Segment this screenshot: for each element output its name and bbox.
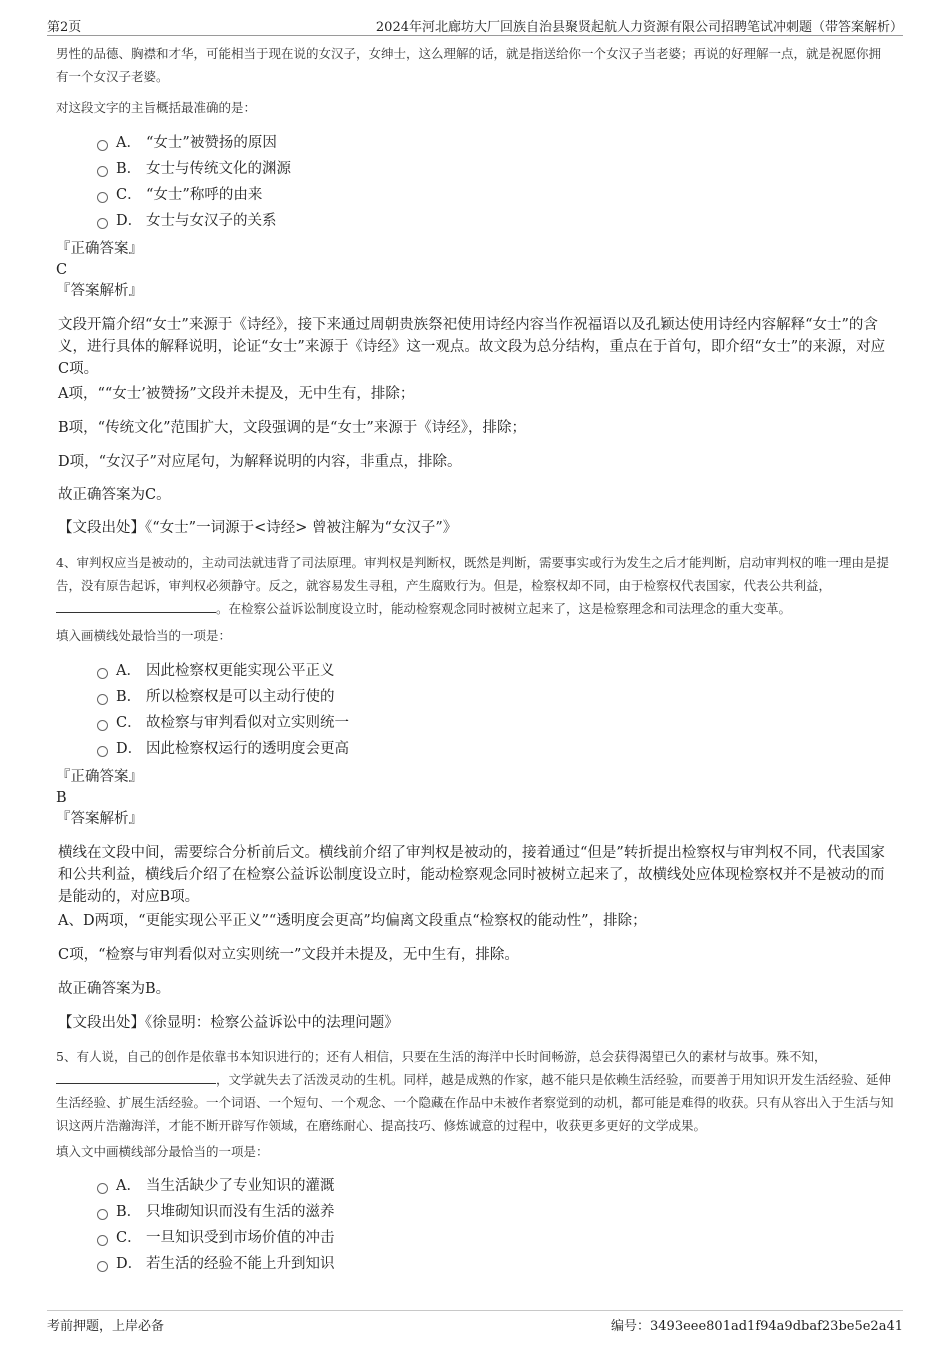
q5-question: 填入文中画横线部分最恰当的一项是：	[56, 1144, 269, 1159]
radio-icon[interactable]	[97, 1261, 108, 1272]
q5-option-d[interactable]: D． 若生活的经验不能上升到知识	[97, 1254, 335, 1274]
footer-slogan: 考前押题，上岸必备	[47, 1319, 165, 1334]
q3-passage-end: 男性的品德、胸襟和才华，可能相当于现在说的女汉子，女绅士，这么理解的话，就是指送给你一个女汉子当老婆；再说的好理解一点，就是祝愿你拥有一个女汉子老婆。	[56, 46, 882, 84]
q3-option-b[interactable]: B． 女士与传统文化的渊源	[97, 159, 291, 179]
q3-option-a[interactable]: A． “女士”被赞扬的原因	[97, 133, 277, 153]
q4-answer-label: 『正确答案』	[56, 769, 143, 785]
page-header	[47, 14, 903, 36]
q4-analysis-c: C项，“检察与审判看似对立实则统一”文段并未提及，无中生有，排除。	[58, 947, 519, 963]
radio-icon[interactable]	[97, 720, 108, 731]
q3-analysis-b: B项，“传统文化”范围扩大，文段强调的是“女士”来源于《诗经》，排除；	[58, 420, 527, 436]
q5-passage: 5、有人说，自己的创作是依靠书本知识进行的；还有人相信，只要在生活的海洋中长时间畅游，总会获得渴望已久的素材与故事。殊不知，，文学就失去了活泼灵动的生机。同样，越是成熟的作家，越不能只是依赖生活经验，而要善于用知识开发生活经验、延伸生活经验、扩展生活经验。一个词语、一个短句、一个观念、一个隐藏在作品中未被作者察觉到的动机，都可能是难得的收获。只有从容出入于生活与知识这两片浩瀚海洋，才能不断开辟写作领域，在磨练耐心、提高技巧、修炼诚意的过程中，收获更多更好的文学成果。	[56, 1049, 894, 1133]
fill-blank	[56, 1070, 216, 1084]
q4-analysis-main: 横线在文段中间，需要综合分析前后文。横线前介绍了审判权是被动的，接着通过“但是”转折提出检察权与审判权不同，代表国家和公共利益，横线后介绍了在检察公益诉讼制度设立时，能动检察观念同时被树立起来了，故横线处应体现检察权并不是被动的而是能动的，对应B项。	[58, 845, 885, 905]
q3-analysis-a: A项，““女士’被赞扬”文段并未提及，无中生有，排除；	[58, 386, 415, 402]
page-number: 第2页	[47, 20, 82, 35]
q3-analysis-main: 文段开篇介绍“女士”来源于《诗经》，接下来通过周朝贵族祭祀使用诗经内容当作祝福语以及孔颖达使用诗经内容解释“女士”的含义，进行具体的解释说明，论证“女士”来源于《诗经》这一观点。故文段为总分结构，重点在于首句，即介绍“女士”的来源，对应C项。	[58, 317, 886, 377]
q3-analysis-d: D项，“女汉子”对应尾句，为解释说明的内容，非重点，排除。	[58, 454, 462, 470]
radio-icon[interactable]	[97, 140, 108, 151]
radio-icon[interactable]	[97, 694, 108, 705]
q5-option-c[interactable]: C． 一旦知识受到市场价值的冲击	[97, 1228, 335, 1248]
q3-question: 对这段文字的主旨概括最准确的是：	[56, 100, 257, 115]
q4-answer: B	[56, 790, 67, 806]
q4-option-d[interactable]: D． 因此检察权运行的透明度会更高	[97, 739, 349, 759]
q4-option-a[interactable]: A． 因此检察权更能实现公平正义	[97, 661, 335, 681]
document-id: 编号：3493eee801ad1f94a9dbaf23be5e2a41	[611, 1319, 903, 1334]
radio-icon[interactable]	[97, 192, 108, 203]
q3-answer-label: 『正确答案』	[56, 241, 143, 257]
radio-icon[interactable]	[97, 166, 108, 177]
fill-blank	[56, 599, 216, 613]
q4-option-c[interactable]: C． 故检察与审判看似对立实则统一	[97, 713, 349, 733]
q4-source: 【文段出处】《徐显明：检察公益诉讼中的法理问题》	[58, 1015, 399, 1031]
radio-icon[interactable]	[97, 218, 108, 229]
q4-analysis-conclusion: 故正确答案为B。	[58, 981, 171, 997]
page-footer	[47, 1310, 903, 1336]
q4-passage: 4、审判权应当是被动的，主动司法就违背了司法原理。审判权是判断权，既然是判断，需要事实或行为发生之后才能判断，启动审判权的唯一理由是提告，没有原告起诉，审判权必须静守。反之，就容易发生寻租，产生腐败行为。但是，检察权却不同，由于检察权代表国家，代表公共利益，。在检察公益诉讼制度设立时，能动检察观念同时被树立起来了，这是检察理念和司法理念的重大变革。	[56, 555, 889, 616]
q3-source: 【文段出处】《“女士”一词源于<诗经> 曾被注解为“女汉子”》	[58, 520, 458, 536]
q3-analysis-conclusion: 故正确答案为C。	[58, 487, 171, 503]
q3-analysis-label: 『答案解析』	[56, 283, 143, 299]
q3-option-c[interactable]: C． “女士”称呼的由来	[97, 185, 262, 205]
document-title: 2024年河北廊坊大厂回族自治县聚贤起航人力资源有限公司招聘笔试冲刺题（带答案解析）	[375, 20, 903, 35]
q3-option-d[interactable]: D． 女士与女汉子的关系	[97, 211, 277, 231]
radio-icon[interactable]	[97, 1183, 108, 1194]
q4-question: 填入画横线处最恰当的一项是：	[56, 628, 232, 643]
q3-answer: C	[56, 262, 68, 278]
radio-icon[interactable]	[97, 1209, 108, 1220]
q5-option-a[interactable]: A． 当生活缺少了专业知识的灌溉	[97, 1176, 335, 1196]
radio-icon[interactable]	[97, 746, 108, 757]
q4-analysis-label: 『答案解析』	[56, 811, 143, 827]
q4-option-b[interactable]: B． 所以检察权是可以主动行使的	[97, 687, 335, 707]
q4-analysis-ad: A、D两项，“更能实现公平正义”“透明度会更高”均偏离文段重点“检察权的能动性”，排除；	[58, 913, 647, 929]
q5-option-b[interactable]: B． 只堆砌知识而没有生活的滋养	[97, 1202, 335, 1222]
radio-icon[interactable]	[97, 668, 108, 679]
radio-icon[interactable]	[97, 1235, 108, 1246]
